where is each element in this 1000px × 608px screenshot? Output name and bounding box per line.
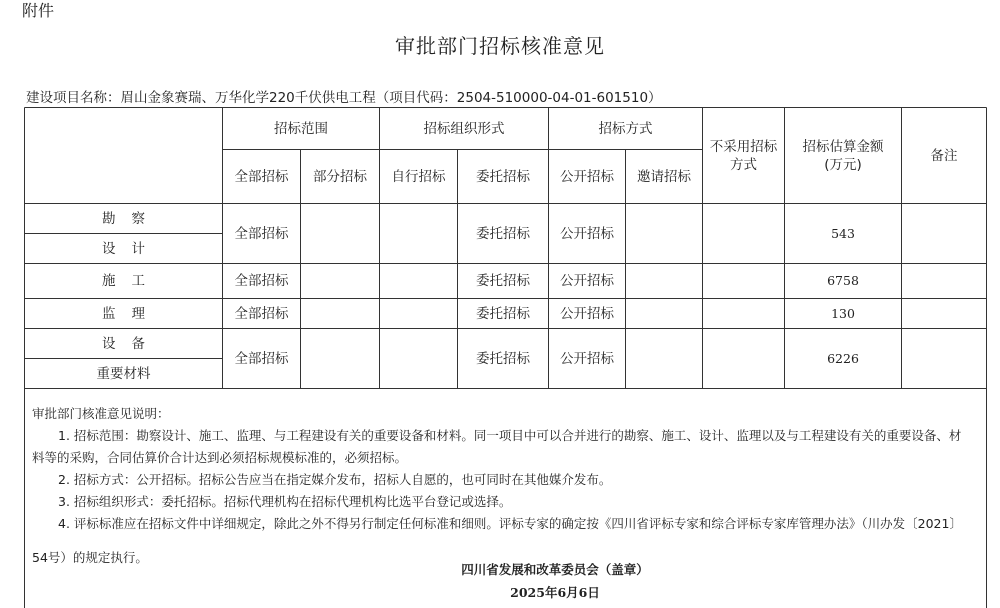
subheader-invite: 邀请招标 — [637, 168, 691, 185]
subheader-entrust: 委托招标 — [476, 168, 530, 185]
note-3: 3. 招标组织形式：委托招标。招标代理机构在招标代理机构比选平台登记或选择。 — [58, 494, 512, 509]
notes-heading: 审批部门核准意见说明： — [32, 406, 170, 421]
cell-amount: 6226 — [827, 350, 859, 366]
cell-scope: 全部招标 — [234, 305, 289, 322]
row-label-supervision: 监理 — [102, 305, 161, 322]
header-no-tender: 不采用招标方式 — [709, 138, 778, 173]
cell-scope: 全部招标 — [234, 273, 289, 289]
cell-method: 公开招标 — [560, 225, 614, 242]
signature-org: 四川省发展和改革委员会（盖章） — [461, 562, 649, 577]
notes-section — [32, 403, 982, 569]
row-label-design: 设计 — [102, 240, 161, 257]
cell-amount: 6758 — [827, 273, 859, 288]
subheader-self: 自行招标 — [391, 168, 446, 185]
signature-date: 2025年6月6日 — [510, 585, 600, 600]
row-label-equipment: 设备 — [102, 335, 161, 352]
header-method: 招标方式 — [598, 120, 653, 137]
note-1-cont: 料等的采购，合同估算价合计达到必须招标规模标准的，必须招标。 — [32, 450, 408, 465]
header-amount: 招标估算金额(万元) — [802, 138, 884, 173]
note-2: 2. 招标方式：公开招标。招标公告应当在指定媒介发布，招标人自愿的，也可同时在其他媒介发布。 — [58, 472, 612, 487]
note-1: 1. 招标范围：勘察设计、施工、监理、与工程建设有关的重要设备和材料。同一项目中可以合并进行的勘察、施工、设计、监理以及与工程建设有关的重要设备、材 — [58, 428, 962, 443]
cell-method: 公开招标 — [560, 350, 614, 367]
subheader-all: 全部招标 — [234, 168, 289, 185]
page-title: 审批部门招标核准意见 — [395, 34, 605, 58]
cell-org: 委托招标 — [476, 350, 530, 367]
attachment-label: 附件 — [22, 1, 55, 20]
cell-scope: 全部招标 — [234, 350, 289, 367]
cell-amount: 543 — [831, 225, 855, 241]
cell-org: 委托招标 — [476, 305, 530, 322]
cell-method: 公开招标 — [560, 305, 614, 322]
cell-amount: 130 — [831, 305, 855, 321]
note-4-cont: 54号）的规定执行。 — [32, 550, 148, 565]
row-label-survey: 勘察 — [102, 210, 161, 227]
header-org-form: 招标组织形式 — [423, 120, 505, 137]
row-label-construction: 施工 — [102, 273, 161, 289]
row-label-materials: 重要材料 — [96, 365, 151, 382]
project-line: 建设项目名称：眉山金象赛瑞、万华化学220千伏供电工程（项目代码：2504-510000-04-01-601510） — [26, 90, 662, 106]
cell-org: 委托招标 — [476, 273, 530, 289]
cell-method: 公开招标 — [560, 273, 614, 289]
cell-scope: 全部招标 — [234, 225, 289, 242]
cell-org: 委托招标 — [476, 225, 530, 242]
header-scope: 招标范围 — [274, 120, 328, 137]
header-remark: 备注 — [930, 147, 958, 164]
subheader-part: 部分招标 — [313, 168, 367, 185]
note-4: 4. 评标标准应在招标文件中详细规定，除此之外不得另行制定任何标准和细则。评标专家的确定按《四川省评标专家和综合评标专家库管理办法》（川办发〔2021〕 — [58, 516, 962, 531]
subheader-public: 公开招标 — [560, 168, 614, 185]
